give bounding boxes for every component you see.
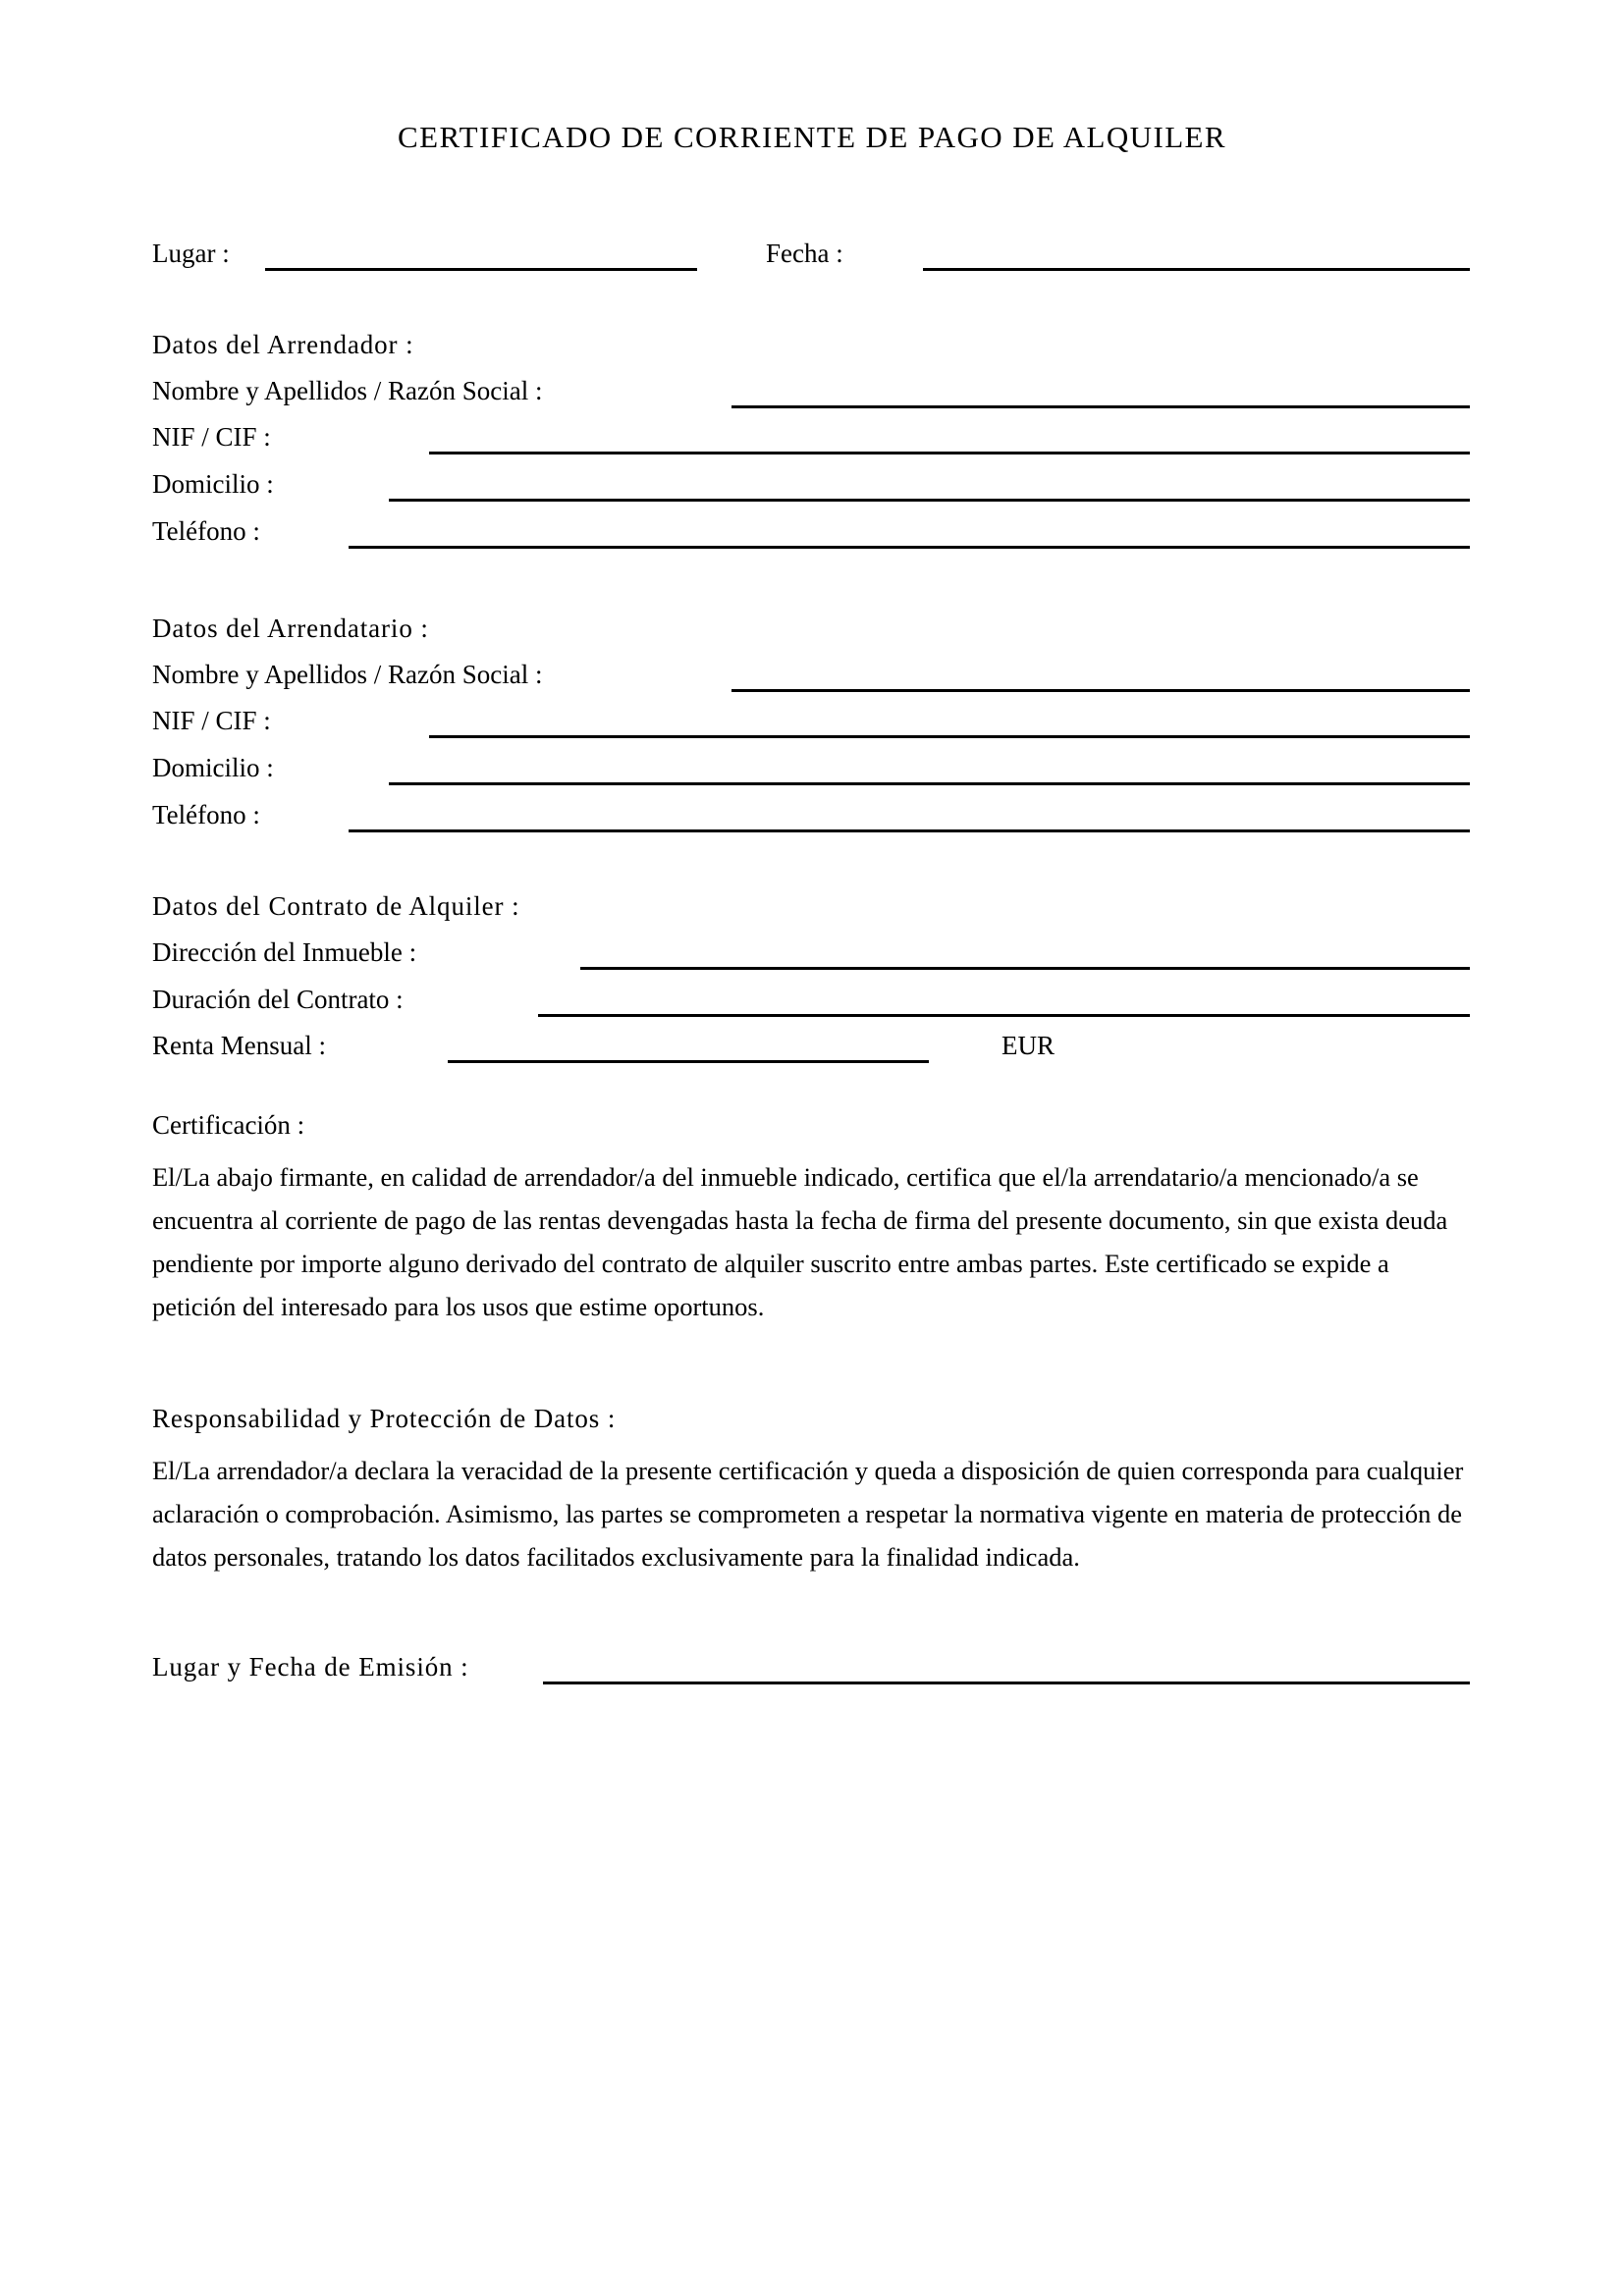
emision-label: Lugar y Fecha de Emisión : bbox=[152, 1652, 469, 1682]
contrato-duracion-label: Duración del Contrato : bbox=[152, 985, 404, 1014]
contrato-section-label: Datos del Contrato de Alquiler : bbox=[152, 891, 520, 921]
section-heading-proteccion-datos bbox=[152, 1402, 616, 1435]
page-title: CERTIFICADO DE CORRIENTE DE PAGO DE ALQUILER bbox=[398, 120, 1226, 154]
certificacion-section-label: Certificación : bbox=[152, 1110, 305, 1140]
arrendatario-telefono-input-line[interactable] bbox=[349, 829, 1470, 832]
contrato-renta-input-line[interactable] bbox=[448, 1060, 929, 1063]
field-row-contrato-duracion bbox=[152, 983, 404, 1016]
arrendador-telefono-label: Teléfono : bbox=[152, 516, 260, 546]
arrendador-section-label: Datos del Arrendador : bbox=[152, 330, 414, 359]
arrendador-domicilio-input-line[interactable] bbox=[389, 499, 1470, 502]
arrendatario-nif-input-line[interactable] bbox=[429, 735, 1470, 738]
arrendador-telefono-input-line[interactable] bbox=[349, 546, 1470, 549]
fecha-input-line[interactable] bbox=[923, 268, 1470, 271]
arrendatario-section-label: Datos del Arrendatario : bbox=[152, 614, 429, 643]
section-heading-arrendador bbox=[152, 328, 413, 361]
fecha-label: Fecha : bbox=[766, 239, 843, 268]
field-row-arrendador-nombre bbox=[152, 374, 542, 407]
field-row-arrendatario-domicilio bbox=[152, 751, 274, 784]
section-heading-certificacion bbox=[152, 1108, 304, 1142]
certificacion-body: El/La abajo firmante, en calidad de arrendador/a del inmueble indicado, certifica que el/la arrendatario/a mencionado/a se encuentra al corriente de pago de las rentas devengadas hasta la fecha de firma del presente documento, sin que exista deuda pendiente por importe alguno derivado del contrato de alquiler suscrito entre ambas partes. Este certificado se expide a petición del interesado para los usos que estime oportunos. bbox=[152, 1162, 1448, 1321]
lugar-input-line[interactable] bbox=[265, 268, 697, 271]
arrendatario-nombre-label: Nombre y Apellidos / Razón Social : bbox=[152, 660, 543, 689]
arrendatario-nif-label: NIF / CIF : bbox=[152, 706, 271, 735]
emision-input-line[interactable] bbox=[543, 1682, 1470, 1684]
field-row-arrendador-telefono bbox=[152, 514, 260, 548]
field-row-arrendatario-telefono bbox=[152, 798, 260, 831]
proteccion-datos-body: El/La arrendador/a declara la veracidad de la presente certificación y queda a disposición de quien corresponda para cualquier aclaración o comprobación. Asimismo, las partes se comprometen a respetar la normativa vigente en materia de protección de datos personales, tratando los datos facilitados exclusivamente para la finalidad indicada. bbox=[152, 1456, 1464, 1572]
field-row-arrendatario-nombre bbox=[152, 658, 542, 691]
contrato-direccion-label: Dirección del Inmueble : bbox=[152, 937, 417, 967]
arrendador-nombre-input-line[interactable] bbox=[731, 405, 1470, 408]
field-row-arrendador-domicilio bbox=[152, 467, 274, 501]
arrendador-domicilio-label: Domicilio : bbox=[152, 469, 274, 499]
proteccion-datos-section-label: Responsabilidad y Protección de Datos : bbox=[152, 1404, 617, 1433]
field-row-emision bbox=[152, 1650, 469, 1683]
field-row-arrendatario-nif bbox=[152, 704, 271, 737]
section-heading-contrato bbox=[152, 889, 520, 923]
field-row-arrendador-nif bbox=[152, 420, 271, 454]
contrato-renta-label: Renta Mensual : bbox=[152, 1031, 326, 1060]
currency-label: EUR bbox=[1001, 1031, 1055, 1060]
section-heading-arrendatario bbox=[152, 612, 429, 645]
arrendatario-domicilio-input-line[interactable] bbox=[389, 782, 1470, 785]
contrato-duracion-input-line[interactable] bbox=[538, 1014, 1470, 1017]
arrendatario-domicilio-label: Domicilio : bbox=[152, 753, 274, 782]
lugar-label: Lugar : bbox=[152, 239, 230, 268]
arrendador-nif-input-line[interactable] bbox=[429, 452, 1470, 454]
arrendador-nombre-label: Nombre y Apellidos / Razón Social : bbox=[152, 376, 543, 405]
field-row-contrato-direccion bbox=[152, 935, 416, 969]
arrendatario-telefono-label: Teléfono : bbox=[152, 800, 260, 829]
contrato-direccion-input-line[interactable] bbox=[580, 967, 1470, 970]
field-row-lugar bbox=[152, 237, 230, 270]
arrendatario-nombre-input-line[interactable] bbox=[731, 689, 1470, 692]
arrendador-nif-label: NIF / CIF : bbox=[152, 422, 271, 452]
field-row-contrato-renta bbox=[152, 1029, 326, 1062]
